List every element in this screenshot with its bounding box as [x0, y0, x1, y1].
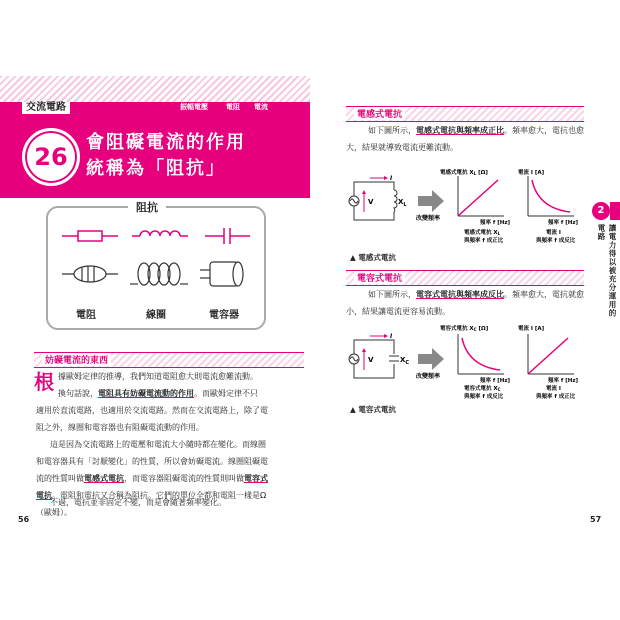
component-label-capacitor: 電容器	[209, 310, 239, 321]
inductive-current-graph	[528, 176, 574, 216]
keyword-tag: 電阻	[222, 102, 244, 112]
resistor-drawing	[62, 266, 118, 282]
change-frequency-arrow	[418, 190, 444, 212]
coil-symbol	[132, 231, 188, 236]
svg-text:電流 I [A]: 電流 I [A]	[518, 326, 545, 332]
lesson-title-line-1: 會阻礙電流的作用	[86, 132, 246, 153]
text-line: 阻之外，線圈和電容器也有阻礙電流動的作用。	[36, 423, 204, 432]
text-line: 這是因為交流電路上的電壓和電流大小隨時都在變化。而線圈	[50, 440, 266, 449]
circuit-x-label: X	[400, 356, 406, 364]
text-line: 如下圖所示，	[368, 126, 416, 135]
change-frequency-label: 改變頻率	[416, 215, 441, 222]
svg-text:與頻率 f 成正比: 與頻率 f 成正比	[464, 238, 504, 244]
section-bar	[346, 106, 584, 122]
emphasis-text: 電容式	[244, 474, 268, 483]
component-label-resistor: 電阻	[76, 310, 96, 321]
circuit-i-label: I	[390, 175, 393, 182]
emphasis-text: 電阻具有妨礙電流動的作用	[98, 389, 194, 398]
section-bar	[34, 352, 304, 368]
paragraph-1	[58, 368, 308, 402]
svg-text:XL: $X_L$	[398, 198, 407, 208]
text-line: 。而歐姆定律不只	[194, 389, 258, 398]
chapter-label: 交流電路	[22, 102, 70, 114]
component-illustrations	[60, 222, 260, 302]
text-line: （歐姆）。	[36, 508, 72, 517]
svg-text:電容式電抗 XC [Ω]: 電容式電抗 XC [Ω]	[440, 326, 489, 332]
drop-cap: 根	[34, 370, 54, 394]
change-frequency-label: 改變頻率	[416, 373, 441, 380]
section-1-text	[346, 122, 596, 156]
resistor-symbol	[62, 231, 118, 241]
change-frequency-arrow	[418, 348, 444, 370]
figure-caption-capacitive: ▲ 電容式電抗	[350, 405, 396, 414]
svg-text:頻率 f [Hz]: 頻率 f [Hz]	[480, 378, 511, 384]
capacitive-reactance-graph	[458, 334, 504, 374]
lesson-title-line-2: 統稱為「阻抗」	[86, 158, 226, 179]
section-title: 電容式電抗	[354, 271, 405, 284]
text-line: ，而電容器阻礙電流的性質則叫做	[124, 474, 244, 483]
text-line: 小，結果讓電流更容易流動。	[346, 307, 450, 316]
impedance-box-title: 阻抗	[128, 199, 166, 215]
text-line: 流的性質叫做	[36, 474, 84, 483]
capacitive-current-graph	[528, 334, 574, 374]
svg-text:頻率 f [Hz]: 頻率 f [Hz]	[548, 220, 579, 226]
svg-text:電流 I: 電流 I	[546, 386, 561, 392]
svg-text:電流 I: 電流 I	[546, 230, 561, 236]
page-number-left: 56	[18, 515, 30, 524]
capacitor-circuit	[349, 334, 399, 378]
text-line: 據歐姆定律的推導，我們知道電阻愈大則電流愈難流動。	[58, 372, 258, 381]
figure-caption-inductive: ▲ 電感式電抗	[350, 253, 396, 262]
chapter-tab-number: 2	[592, 202, 610, 220]
chapter-tab-edge	[610, 202, 620, 220]
emphasis-text: 電感式電抗	[84, 474, 124, 483]
capacitive-reactance-figure	[340, 326, 590, 400]
text-line: 適用於直流電路，也適用於交流電路。然而在交流電路上，除了電	[36, 406, 268, 415]
emphasis-text: 電感式電抗與頻率成正比	[416, 126, 504, 135]
text-line: 。電阻和電抗又合稱為阻抗。它們的單位全都和電阻一樣是Ω	[52, 491, 267, 500]
emphasis-text: 電容式電抗與頻率成反比	[416, 290, 504, 299]
component-label-coil: 線圈	[146, 310, 166, 321]
section-title: 電感式電抗	[354, 107, 405, 120]
chapter-tab-text: 讓電力得以被充分運用的電路	[597, 224, 617, 318]
svg-text:電感式電抗 XL: 電感式電抗 XL	[464, 230, 501, 236]
svg-text:電感式電抗 XL [Ω]: 電感式電抗 XL [Ω]	[440, 170, 488, 176]
text-line: 換句話說，	[58, 389, 98, 398]
svg-text:電流 I [A]: 電流 I [A]	[518, 170, 545, 176]
keyword-tag: 振幅電壓	[176, 102, 212, 112]
paragraph-1-cont	[36, 402, 306, 436]
emphasis-text: 電抗	[36, 491, 52, 500]
inductive-reactance-graph	[458, 176, 504, 216]
header-stripe-band	[0, 76, 310, 102]
section-2-text	[346, 286, 596, 320]
svg-text:電容式電抗 XC: 電容式電抗 XC	[464, 386, 501, 392]
text-line: 如下圖所示，	[368, 290, 416, 299]
text-line: 。頻率愈大，電抗也愈	[504, 126, 584, 135]
circuit-v-label: V	[368, 356, 374, 364]
circuit-v-label: V	[368, 198, 374, 206]
text-line: 。頻率愈大，電抗就愈	[504, 290, 584, 299]
svg-text:頻率 f [Hz]: 頻率 f [Hz]	[480, 220, 511, 226]
lesson-number-badge: 26	[22, 128, 80, 186]
keyword-tag: 電流	[250, 102, 272, 112]
section-bar	[346, 270, 584, 286]
capacitor-drawing	[200, 262, 243, 286]
svg-text:與頻率 f 成反比: 與頻率 f 成反比	[464, 394, 504, 400]
paragraph-3: 不過，電抗並非固定不變，而是會隨著頻率變化。	[50, 498, 226, 507]
capacitor-symbol	[205, 228, 250, 244]
text-line: 和電容器具有「討厭變化」的性質，所以會妨礙電流。線圈阻礙電	[36, 457, 268, 466]
svg-text:XC: $X_C$	[400, 356, 410, 366]
text-line: 大，結果就導致電流更難流動。	[346, 143, 458, 152]
svg-text:與頻率 f 成反比: 與頻率 f 成反比	[536, 238, 576, 244]
circuit-i-label: I	[390, 333, 393, 340]
svg-text:頻率 f [Hz]: 頻率 f [Hz]	[548, 378, 579, 384]
circuit-x-label: X	[398, 198, 404, 206]
section-title: 妨礙電流的東西	[42, 353, 111, 366]
coil-drawing	[130, 263, 188, 285]
svg-text:與頻率 f 成正比: 與頻率 f 成正比	[536, 394, 576, 400]
inductive-reactance-figure	[340, 172, 590, 250]
page-number-right: 57	[590, 515, 602, 524]
